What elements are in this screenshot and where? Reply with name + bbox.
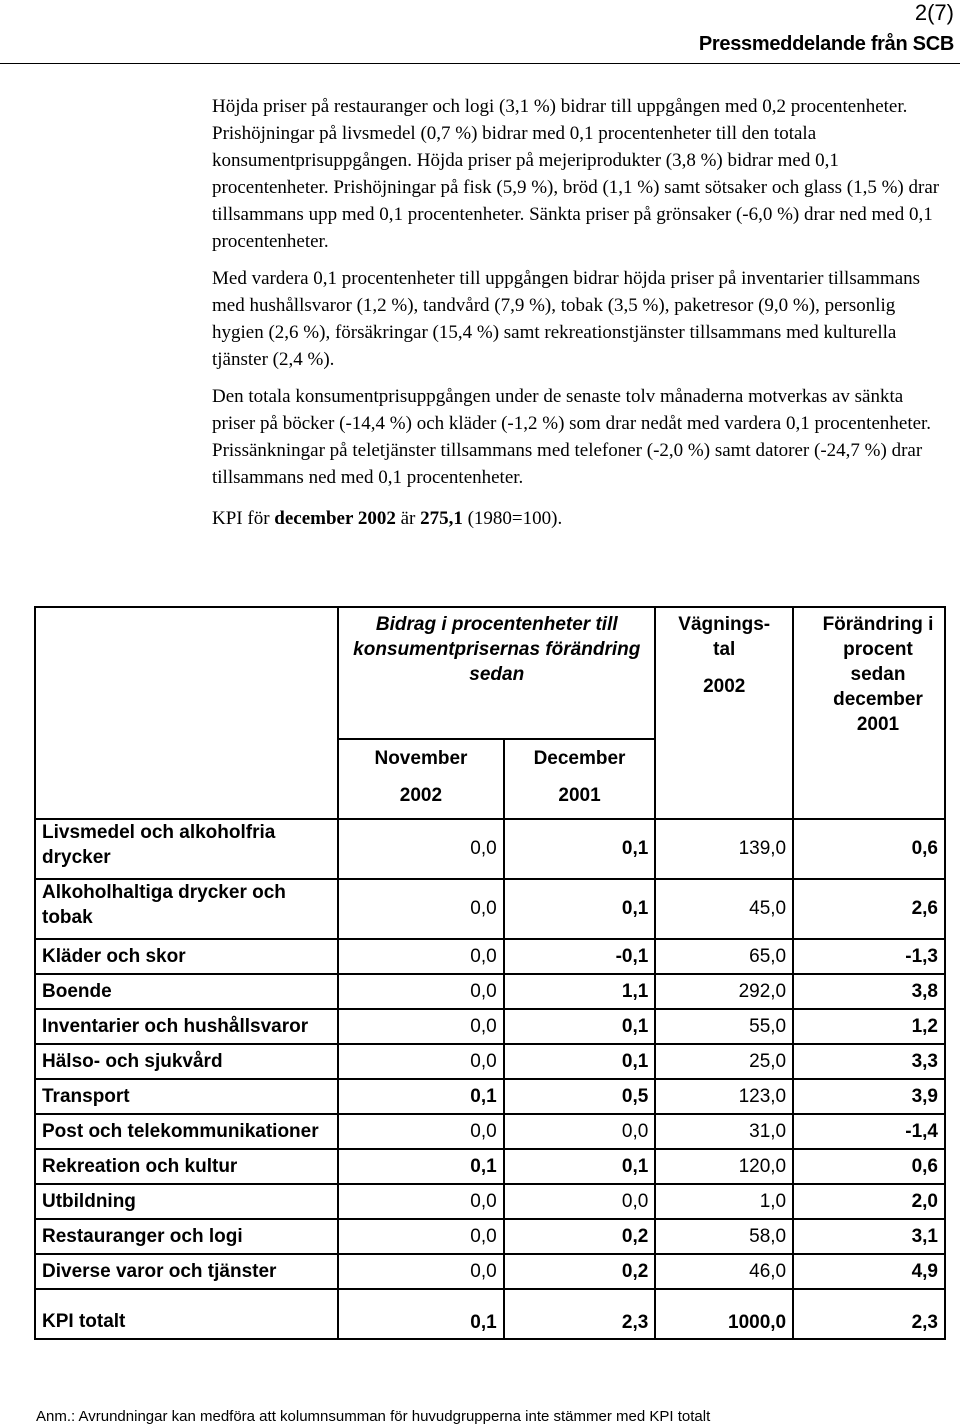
row-name: Livsmedel och alkoholfria drycker: [35, 819, 338, 879]
paragraph: Höjda priser på restauranger och logi (3,1 %) bidrar till uppgången med 0,2 procentenheter. Prishöjningar på livsmedel (0,7 %) bidrar med 0,1 procentenheter till den totala konsumentprisuppgången. Höjda priser på mejeriprodukter (3,8 %) bidrar med 0,1 procentenheter. Prishöjningar på fisk (5,9 %), bröd (1,1 %) samt sötsaker och glass (1,5 %) drar tillsammans upp med 0,1 procentenheter. Sänkta priser på grönsaker (-6,0 %) drar ned med 0,1 procentenheter.: [212, 96, 940, 252]
row-weight: 31,0: [655, 1114, 793, 1149]
row-dec: 0,2: [504, 1219, 656, 1254]
row-weight: 123,0: [655, 1079, 793, 1114]
row-dec: 0,1: [504, 879, 656, 939]
table-row: [35, 1254, 945, 1289]
table-header-row: [35, 607, 945, 739]
total-row: [35, 1289, 945, 1339]
table-row: [35, 1184, 945, 1219]
subheader-november: [338, 739, 504, 819]
table-row: [35, 1044, 945, 1079]
row-weight: 58,0: [655, 1219, 793, 1254]
row-dec: 0,1: [504, 1149, 656, 1184]
row-name: Diverse varor och tjänster: [35, 1254, 338, 1289]
total-name: KPI totalt: [35, 1289, 338, 1339]
page-number: 2(7): [914, 0, 954, 25]
row-name: Post och telekommunikationer: [35, 1114, 338, 1149]
kpi-month: december 2002: [274, 508, 396, 529]
row-nov: 0,1: [338, 1079, 504, 1114]
table-row: [35, 819, 945, 879]
row-weight: 25,0: [655, 1044, 793, 1079]
table-row: [35, 974, 945, 1009]
kpi-statement: [212, 505, 942, 532]
row-dec: 0,1: [504, 1044, 656, 1079]
kpi-value: 275,1: [420, 508, 463, 529]
change-header: [793, 607, 945, 819]
table-row: [35, 1079, 945, 1114]
row-weight: 292,0: [655, 974, 793, 1009]
table-row: [35, 939, 945, 974]
row-name: Boende: [35, 974, 338, 1009]
table-row: [35, 879, 945, 939]
row-change: 3,3: [793, 1044, 945, 1079]
kpi-prefix: KPI för: [212, 508, 275, 529]
row-dec: 0,5: [504, 1079, 656, 1114]
row-dec: 1,1: [504, 974, 656, 1009]
row-change: 2,6: [793, 879, 945, 939]
row-weight: 120,0: [655, 1149, 793, 1184]
subheader-december: [504, 739, 656, 819]
table-row: [35, 1219, 945, 1254]
table-row: [35, 1114, 945, 1149]
row-weight: 65,0: [655, 939, 793, 974]
row-change: -1,4: [793, 1114, 945, 1149]
subheader-november-label: November: [374, 748, 468, 769]
row-name: Utbildning: [35, 1184, 338, 1219]
row-nov: 0,0: [338, 1044, 504, 1079]
row-nov: 0,0: [338, 1009, 504, 1044]
row-change: 2,0: [793, 1184, 945, 1219]
row-dec: 0,0: [504, 1114, 656, 1149]
row-name: Kläder och skor: [35, 939, 338, 974]
body-text: [212, 93, 942, 542]
row-nov: 0,0: [338, 819, 504, 879]
total-weight: 1000,0: [655, 1289, 793, 1339]
row-weight: 55,0: [655, 1009, 793, 1044]
kpi-table: [34, 606, 946, 1340]
row-name: Alkoholhaltiga drycker och tobak: [35, 879, 338, 939]
row-change: 3,8: [793, 974, 945, 1009]
row-weight: 45,0: [655, 879, 793, 939]
row-nov: 0,0: [338, 879, 504, 939]
group-header: Bidrag i procentenheter till konsumentprisernas förändring sedan: [338, 607, 655, 739]
row-change: 0,6: [793, 1149, 945, 1184]
row-weight: 1,0: [655, 1184, 793, 1219]
row-change: 3,9: [793, 1079, 945, 1114]
row-name: Inventarier och hushållsvaror: [35, 1009, 338, 1044]
weights-header-year: 2002: [703, 676, 746, 697]
row-change: 0,6: [793, 819, 945, 879]
header-empty-cell: [35, 607, 338, 819]
kpi-suffix: (1980=100).: [462, 508, 563, 529]
row-nov: 0,0: [338, 1114, 504, 1149]
row-name: Hälso- och sjukvård: [35, 1044, 338, 1079]
kpi-mid: är: [395, 508, 421, 529]
row-change: 1,2: [793, 1009, 945, 1044]
header-divider: [0, 63, 960, 64]
subheader-december-year: 2001: [558, 785, 601, 806]
table-row: [35, 1009, 945, 1044]
subheader-november-year: 2002: [399, 785, 443, 806]
row-nov: 0,1: [338, 1149, 504, 1184]
total-dec: 2,3: [504, 1289, 656, 1339]
row-weight: 139,0: [655, 819, 793, 879]
row-change: -1,3: [793, 939, 945, 974]
row-name: Rekreation och kultur: [35, 1149, 338, 1184]
table-row: [35, 1149, 945, 1184]
row-dec: 0,1: [504, 819, 656, 879]
row-dec: 0,0: [504, 1184, 656, 1219]
row-nov: 0,0: [338, 1254, 504, 1289]
total-nov: 0,1: [338, 1289, 504, 1339]
change-header-label: Förändring i procent sedan december 2001: [822, 614, 934, 735]
row-name: Restauranger och logi: [35, 1219, 338, 1254]
weights-header: [655, 607, 793, 819]
subheader-december-label: December: [533, 748, 626, 769]
row-nov: 0,0: [338, 974, 504, 1009]
row-nov: 0,0: [338, 1184, 504, 1219]
row-change: 4,9: [793, 1254, 945, 1289]
row-weight: 46,0: [655, 1254, 793, 1289]
paragraph: Den totala konsumentprisuppgången under de senaste tolv månaderna motverkas av sänkta priser på böcker (-14,4 %) och kläder (-1,2 %) som drar nedåt med vardera 0,1 procentenheter. Prissänkningar på teletjänster tillsammans med telefoner (-2,0 %) samt datorer (-24,7 %) drar tillsammans ned med 0,1 procentenheter.: [212, 386, 932, 488]
row-change: 3,1: [793, 1219, 945, 1254]
row-nov: 0,0: [338, 1219, 504, 1254]
row-dec: -0,1: [504, 939, 656, 974]
row-name: Transport: [35, 1079, 338, 1114]
row-nov: 0,0: [338, 939, 504, 974]
header-title: Pressmeddelande från SCB: [698, 33, 954, 55]
paragraph: Med vardera 0,1 procentenheter till uppgången bidrar höjda priser på inventarier tillsammans med hushållsvaror (1,2 %), tandvård (7,9 %), tobak (3,5 %), paketresor (9,0 %), personlig hygien (2,6 %), försäkringar (15,4 %) samt rekreationstjänster tillsammans med kulturella tjänster (2,4 %).: [212, 268, 921, 370]
total-change: 2,3: [793, 1289, 945, 1339]
weights-header-label: Vägnings-tal: [678, 614, 771, 660]
row-dec: 0,2: [504, 1254, 656, 1289]
row-dec: 0,1: [504, 1009, 656, 1044]
footnote: Anm.: Avrundningar kan medföra att kolumnsumman för huvudgrupperna inte stämmer med KPI totalt: [36, 1408, 711, 1425]
